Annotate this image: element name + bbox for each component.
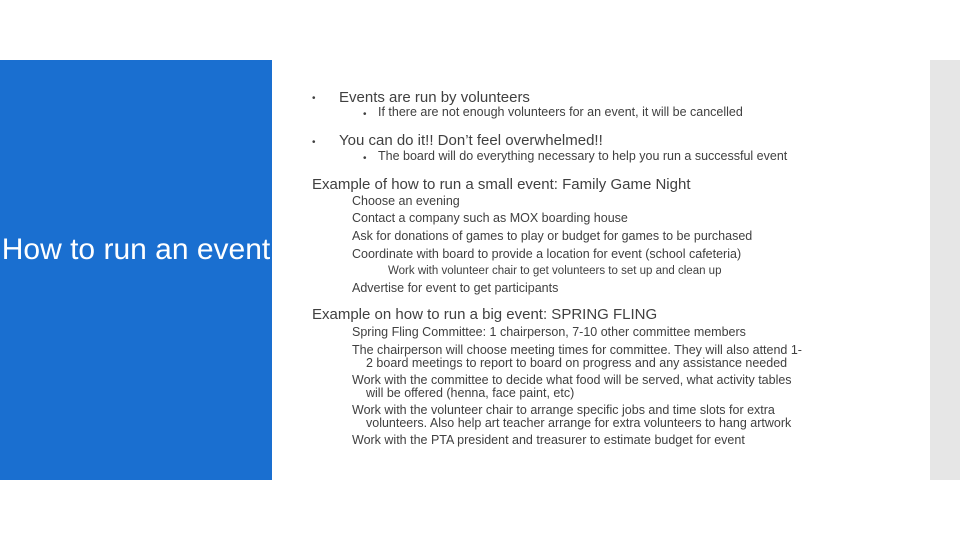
- bullet-icon: •: [363, 109, 367, 120]
- sub-bullet-text: If there are not enough volunteers for an event, it will be cancelled: [378, 105, 743, 119]
- sub-list-item: Work with volunteer chair to get volunteers to set up and clean up: [388, 265, 722, 277]
- list-item: Work with the volunteer chair to arrange specific jobs and time slots for extra: [352, 403, 775, 417]
- big-event-heading: Example on how to run a big event: SPRING FLING: [312, 306, 658, 323]
- list-item-continuation: will be offered (henna, face paint, etc): [366, 386, 575, 400]
- bullet-icon: •: [363, 153, 367, 164]
- list-item: Work with the PTA president and treasurer to estimate budget for event: [352, 433, 745, 447]
- list-item-continuation: 2 board meetings to report to board on progress and any assistance needed: [366, 356, 788, 370]
- list-item: Ask for donations of games to play or budget for games to be purchased: [352, 229, 753, 243]
- list-item: The chairperson will choose meeting times for committee. They will also attend 1-: [352, 343, 802, 357]
- bullet-icon: •: [312, 93, 316, 104]
- bullet-icon: •: [312, 137, 316, 148]
- bullet-text: You can do it!! Don’t feel overwhelmed!!: [339, 132, 603, 149]
- bullet-text: Events are run by volunteers: [339, 89, 530, 106]
- list-item: Work with the committee to decide what food will be served, what activity tables: [352, 373, 792, 387]
- list-item: Advertise for event to get participants: [352, 281, 559, 295]
- sub-bullet-text: The board will do everything necessary to help you run a successful event: [378, 149, 788, 163]
- right-side-bar: [930, 60, 960, 480]
- small-event-heading: Example of how to run a small event: Family Game Night: [312, 176, 691, 193]
- list-item-continuation: volunteers. Also help art teacher arrange for extra volunteers to hang artwork: [366, 416, 792, 430]
- list-item: Spring Fling Committee: 1 chairperson, 7-10 other committee members: [352, 325, 746, 339]
- list-item: Coordinate with board to provide a location for event (school cafeteria): [352, 247, 742, 261]
- slide-title: How to run an event: [1, 233, 271, 266]
- list-item: Contact a company such as MOX boarding house: [352, 211, 628, 225]
- list-item: Choose an evening: [352, 194, 460, 208]
